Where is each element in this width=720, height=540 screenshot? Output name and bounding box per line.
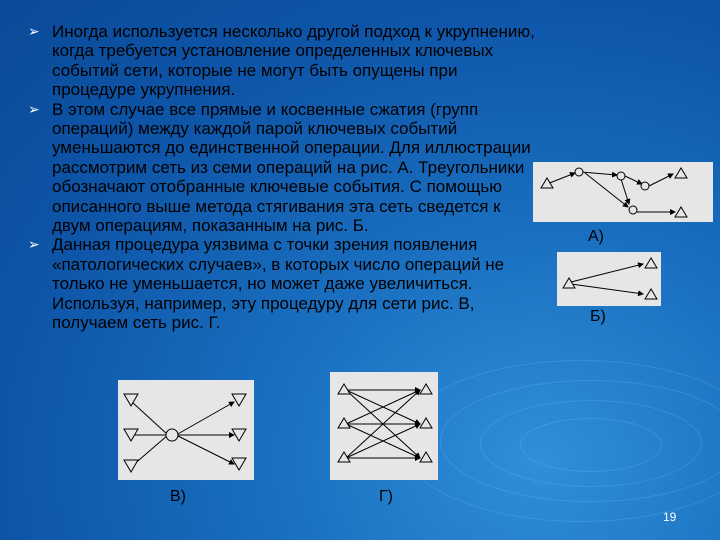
figure-v-diagram — [118, 380, 254, 480]
bullet-item — [28, 235, 543, 332]
figure-g-diagram — [330, 372, 438, 480]
figure-a-diagram — [533, 162, 713, 222]
background-ripple — [400, 360, 720, 522]
bullet-list — [28, 22, 543, 333]
figure-b-diagram — [557, 252, 661, 306]
arrow-bullet-icon: ➢ — [28, 236, 40, 253]
bullet-text: В этом случае все прямые и косвенные сжатия (групп операций) между каждой парой ключевых событий уменьшаются до единственной операции. Для иллюстрации рассмотрим сеть из семи операций на рис. А. Треугольники обозначают отобранные ключевые события. С помощью описанного выше метода стягивания эта сеть сведется к двум операциям, показанным на рис. Б. — [52, 99, 531, 236]
bullet-text: Иногда используется несколько другой подход к укрупнению, когда требуется установление определенных ключевых событий сети, которые не могут быть опущены при процедуре укрупнения. — [52, 22, 535, 100]
figure-g-label: Г) — [379, 488, 393, 505]
figure-v-label: В) — [170, 488, 186, 505]
bullet-item — [28, 100, 543, 236]
arrow-bullet-icon: ➢ — [28, 23, 40, 39]
arrow-bullet-icon: ➢ — [28, 100, 40, 117]
bullet-item — [28, 22, 543, 100]
figure-a-label: А) — [588, 228, 604, 245]
figure-b-label: Б) — [590, 308, 606, 325]
page-number: 19 — [663, 510, 677, 524]
bullet-text: Данная процедура уязвима с точки зрения появления «патологических случаев», в которых число операций не только не уменьшается, но может даже увеличиться. Используя, например, эту процедуру для сети рис. В, получаем сеть рис. Г. — [52, 235, 505, 333]
